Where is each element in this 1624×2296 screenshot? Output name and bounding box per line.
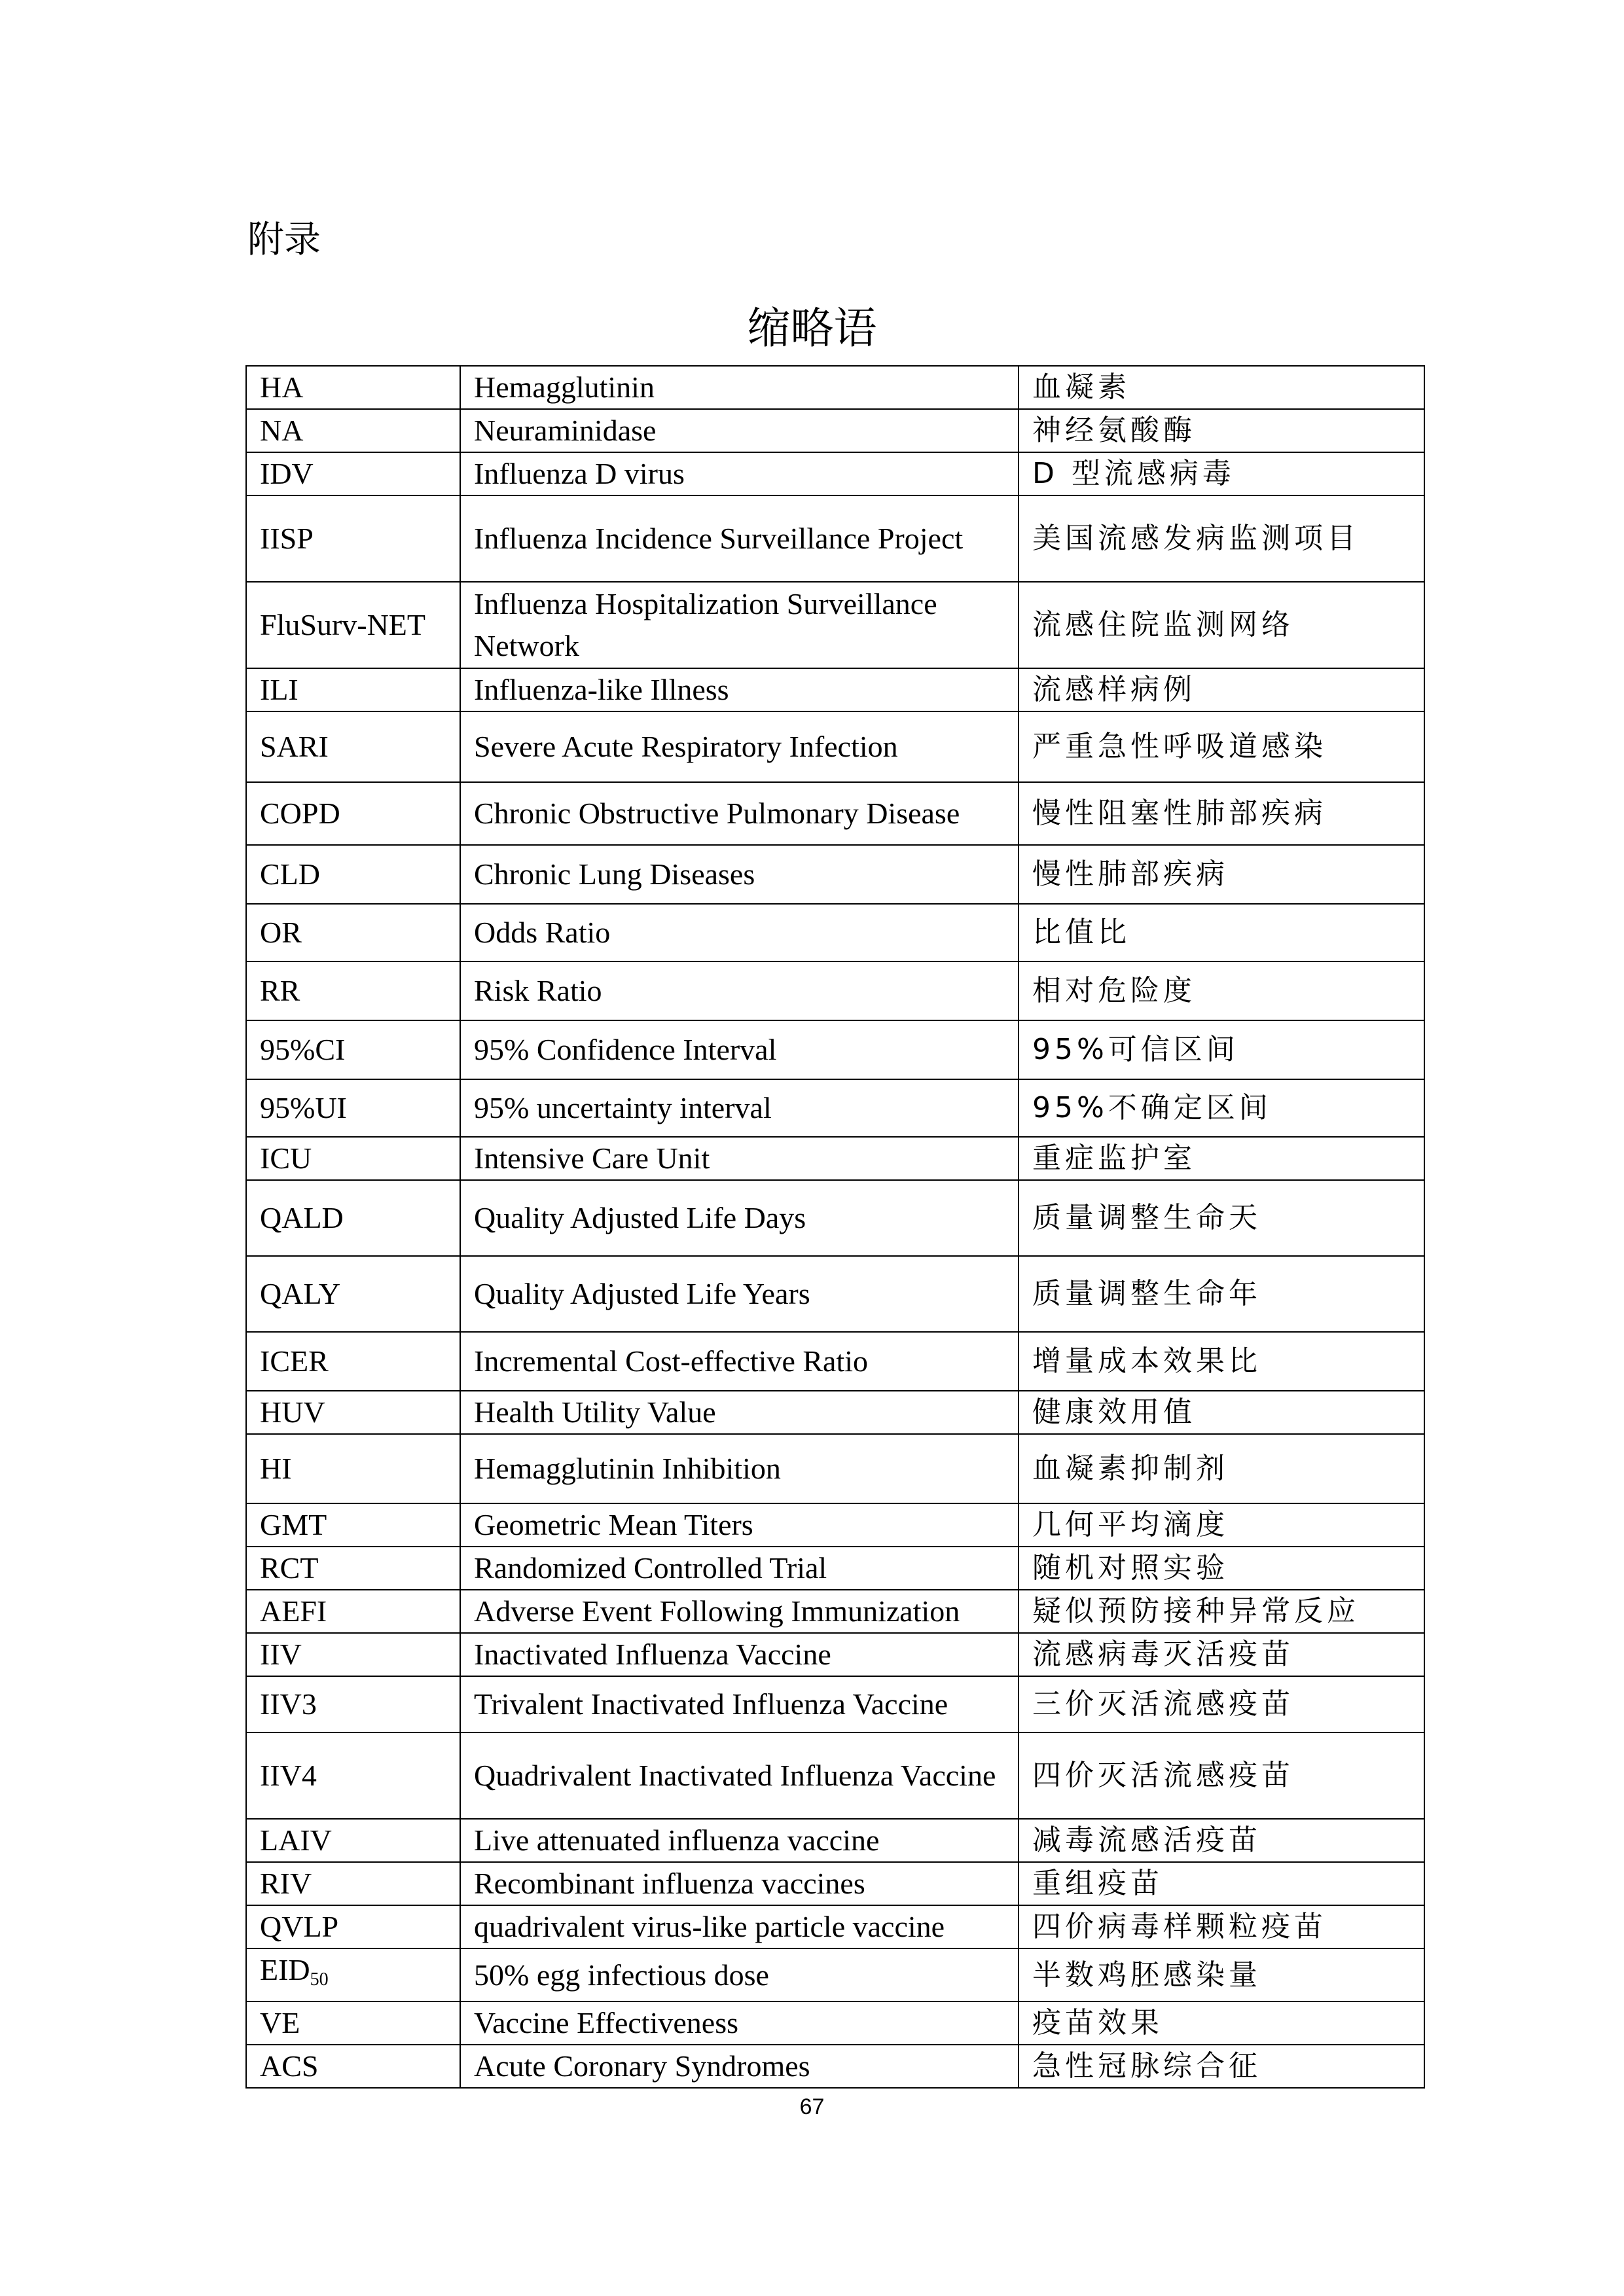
english-term-cell: Acute Coronary Syndromes bbox=[460, 2045, 1019, 2088]
abbreviation-text: OR bbox=[260, 916, 302, 949]
table-row bbox=[246, 1434, 1424, 1503]
abbreviation-text: VE bbox=[260, 2006, 300, 2039]
abbreviation-text: CLD bbox=[260, 857, 320, 891]
chinese-term-cell: 三价灭活流感疫苗 bbox=[1019, 1676, 1424, 1732]
table-row bbox=[246, 2045, 1424, 2088]
english-term-cell: 95% Confidence Interval bbox=[460, 1020, 1019, 1079]
abbreviation-text: ICER bbox=[260, 1344, 329, 1378]
chinese-term-cell: 增量成本效果比 bbox=[1019, 1332, 1424, 1391]
english-term-cell: Health Utility Value bbox=[460, 1391, 1019, 1434]
abbreviation-cell bbox=[246, 1819, 460, 1862]
abbreviation-cell bbox=[246, 1180, 460, 1256]
table-row bbox=[246, 1391, 1424, 1434]
chinese-term-cell: 几何平均滴度 bbox=[1019, 1503, 1424, 1547]
abbreviation-cell bbox=[246, 1732, 460, 1819]
table-row bbox=[246, 1676, 1424, 1732]
table-row bbox=[246, 1020, 1424, 1079]
abbreviation-text: 95%UI bbox=[260, 1091, 347, 1124]
chinese-term-cell: 随机对照实验 bbox=[1019, 1547, 1424, 1590]
table-row bbox=[246, 1332, 1424, 1391]
table-row bbox=[246, 711, 1424, 782]
abbreviation-cell bbox=[246, 668, 460, 711]
abbreviation-text: GMT bbox=[260, 1508, 327, 1541]
chinese-term-cell: 相对危险度 bbox=[1019, 961, 1424, 1020]
english-term-cell: Adverse Event Following Immunization bbox=[460, 1590, 1019, 1633]
chinese-term-cell: 质量调整生命天 bbox=[1019, 1180, 1424, 1256]
english-term-cell: 95% uncertainty interval bbox=[460, 1079, 1019, 1137]
table-row bbox=[246, 452, 1424, 495]
abbreviation-cell bbox=[246, 1676, 460, 1732]
abbreviation-cell bbox=[246, 495, 460, 582]
abbreviation-text: IDV bbox=[260, 457, 314, 490]
english-term-cell: 50% egg infectious dose bbox=[460, 1948, 1019, 2001]
english-term-cell: Risk Ratio bbox=[460, 961, 1019, 1020]
english-term-cell: Influenza D virus bbox=[460, 452, 1019, 495]
abbreviation-text: QALY bbox=[260, 1277, 341, 1310]
table-row bbox=[246, 1905, 1424, 1948]
english-term-cell: Inactivated Influenza Vaccine bbox=[460, 1633, 1019, 1676]
abbreviation-text: IISP bbox=[260, 522, 314, 555]
english-term-cell: Incremental Cost-effective Ratio bbox=[460, 1332, 1019, 1391]
english-term-cell: Influenza Hospitalization Surveillance Network bbox=[460, 582, 1019, 668]
table-row bbox=[246, 1180, 1424, 1256]
table-row bbox=[246, 1590, 1424, 1633]
table-row bbox=[246, 668, 1424, 711]
table-row bbox=[246, 1137, 1424, 1180]
chinese-term-cell: 95%不确定区间 bbox=[1019, 1079, 1424, 1137]
abbreviation-cell bbox=[246, 582, 460, 668]
abbreviation-text: SARI bbox=[260, 730, 329, 763]
abbreviation-cell bbox=[246, 1020, 460, 1079]
table-row bbox=[246, 1633, 1424, 1676]
abbreviation-cell bbox=[246, 409, 460, 452]
chinese-term-cell: 减毒流感活疫苗 bbox=[1019, 1819, 1424, 1862]
abbreviation-cell bbox=[246, 2001, 460, 2045]
abbreviation-text: ICU bbox=[260, 1141, 312, 1175]
abbreviation-cell bbox=[246, 366, 460, 409]
abbreviation-text: NA bbox=[260, 414, 304, 447]
abbreviation-cell bbox=[246, 452, 460, 495]
chinese-term-cell: 四价灭活流感疫苗 bbox=[1019, 1732, 1424, 1819]
chinese-term-cell: 四价病毒样颗粒疫苗 bbox=[1019, 1905, 1424, 1948]
chinese-term-cell: 神经氨酸酶 bbox=[1019, 409, 1424, 452]
abbreviation-text: IIV3 bbox=[260, 1687, 317, 1721]
abbreviation-table-body bbox=[246, 366, 1424, 2088]
abbreviation-cell bbox=[246, 1547, 460, 1590]
abbreviation-cell bbox=[246, 1256, 460, 1332]
chinese-term-cell: 血凝素 bbox=[1019, 366, 1424, 409]
table-row bbox=[246, 582, 1424, 668]
section-label: 附录 bbox=[247, 219, 321, 261]
abbreviation-cell bbox=[246, 1590, 460, 1633]
abbreviation-text: 95%CI bbox=[260, 1033, 346, 1066]
english-term-cell: Recombinant influenza vaccines bbox=[460, 1862, 1019, 1905]
abbreviation-cell bbox=[246, 961, 460, 1020]
english-term-cell: Quality Adjusted Life Years bbox=[460, 1256, 1019, 1332]
abbreviation-text: LAIV bbox=[260, 1823, 332, 1857]
chinese-term-cell: 健康效用值 bbox=[1019, 1391, 1424, 1434]
english-term-cell: Influenza Incidence Surveillance Project bbox=[460, 495, 1019, 582]
abbreviation-text: HUV bbox=[260, 1395, 325, 1429]
abbreviation-table bbox=[245, 365, 1425, 2089]
english-term-cell: Odds Ratio bbox=[460, 904, 1019, 961]
abbreviation-text: IIV bbox=[260, 1638, 302, 1671]
chinese-term-cell: D 型流感病毒 bbox=[1019, 452, 1424, 495]
english-term-cell: Geometric Mean Titers bbox=[460, 1503, 1019, 1547]
chinese-term-cell: 疫苗效果 bbox=[1019, 2001, 1424, 2045]
english-term-cell: Vaccine Effectiveness bbox=[460, 2001, 1019, 2045]
english-term-cell: Chronic Lung Diseases bbox=[460, 845, 1019, 904]
abbreviation-text: HI bbox=[260, 1452, 292, 1485]
chinese-term-cell: 严重急性呼吸道感染 bbox=[1019, 711, 1424, 782]
abbreviation-cell bbox=[246, 1905, 460, 1948]
table-row bbox=[246, 845, 1424, 904]
abbreviation-text: HA bbox=[260, 370, 304, 404]
table-row bbox=[246, 782, 1424, 845]
abbreviation-text: IIV4 bbox=[260, 1759, 317, 1792]
chinese-term-cell: 疑似预防接种异常反应 bbox=[1019, 1590, 1424, 1633]
english-term-cell: Live attenuated influenza vaccine bbox=[460, 1819, 1019, 1862]
abbreviation-cell bbox=[246, 1862, 460, 1905]
chinese-term-cell: 95%可信区间 bbox=[1019, 1020, 1424, 1079]
table-row bbox=[246, 1819, 1424, 1862]
chinese-term-cell: 美国流感发病监测项目 bbox=[1019, 495, 1424, 582]
table-row bbox=[246, 1079, 1424, 1137]
english-term-cell: Quadrivalent Inactivated Influenza Vaccine bbox=[460, 1732, 1019, 1819]
abbreviation-cell bbox=[246, 1391, 460, 1434]
table-row bbox=[246, 1948, 1424, 2001]
abbreviation-cell bbox=[246, 845, 460, 904]
abbreviation-text: COPD bbox=[260, 797, 340, 830]
abbreviation-text: FluSurv-NET bbox=[260, 608, 425, 641]
abbreviation-text: EID bbox=[260, 1953, 310, 1986]
english-term-cell: Severe Acute Respiratory Infection bbox=[460, 711, 1019, 782]
abbreviation-cell bbox=[246, 1079, 460, 1137]
table-row bbox=[246, 409, 1424, 452]
chinese-term-cell: 流感病毒灭活疫苗 bbox=[1019, 1633, 1424, 1676]
chinese-term-cell: 重组疫苗 bbox=[1019, 1862, 1424, 1905]
chinese-term-cell: 急性冠脉综合征 bbox=[1019, 2045, 1424, 2088]
abbreviation-text: QALD bbox=[260, 1201, 344, 1234]
abbreviation-text: QVLP bbox=[260, 1910, 339, 1943]
abbreviation-cell bbox=[246, 782, 460, 845]
english-term-cell: Chronic Obstructive Pulmonary Disease bbox=[460, 782, 1019, 845]
english-term-cell: Intensive Care Unit bbox=[460, 1137, 1019, 1180]
abbreviation-text: AEFI bbox=[260, 1594, 327, 1628]
table-row bbox=[246, 2001, 1424, 2045]
abbreviation-cell bbox=[246, 904, 460, 961]
english-term-cell: Influenza-like Illness bbox=[460, 668, 1019, 711]
abbreviation-cell bbox=[246, 711, 460, 782]
chinese-term-cell: 比值比 bbox=[1019, 904, 1424, 961]
table-row bbox=[246, 904, 1424, 961]
chinese-term-cell: 重症监护室 bbox=[1019, 1137, 1424, 1180]
abbreviation-text: ILI bbox=[260, 673, 298, 706]
english-term-cell: quadrivalent virus-like particle vaccine bbox=[460, 1905, 1019, 1948]
abbreviation-text: ACS bbox=[260, 2049, 319, 2083]
abbreviation-subscript: 50 bbox=[310, 1969, 329, 1990]
chinese-term-cell: 慢性阻塞性肺部疾病 bbox=[1019, 782, 1424, 845]
table-row bbox=[246, 1503, 1424, 1547]
english-term-cell: Neuraminidase bbox=[460, 409, 1019, 452]
chinese-term-cell: 血凝素抑制剂 bbox=[1019, 1434, 1424, 1503]
abbreviation-text: RCT bbox=[260, 1551, 319, 1585]
english-term-cell: Hemagglutinin bbox=[460, 366, 1019, 409]
abbreviation-cell bbox=[246, 1948, 460, 2001]
abbreviation-cell bbox=[246, 1503, 460, 1547]
chinese-term-cell: 质量调整生命年 bbox=[1019, 1256, 1424, 1332]
abbreviation-cell bbox=[246, 1434, 460, 1503]
page-title: 缩略语 bbox=[747, 303, 877, 353]
table-row bbox=[246, 1256, 1424, 1332]
table-row bbox=[246, 1862, 1424, 1905]
table-row bbox=[246, 1547, 1424, 1590]
abbreviation-cell bbox=[246, 1137, 460, 1180]
chinese-term-cell: 流感样病例 bbox=[1019, 668, 1424, 711]
chinese-term-cell: 慢性肺部疾病 bbox=[1019, 845, 1424, 904]
abbreviation-text: RIV bbox=[260, 1867, 312, 1900]
english-term-cell: Randomized Controlled Trial bbox=[460, 1547, 1019, 1590]
english-term-cell: Trivalent Inactivated Influenza Vaccine bbox=[460, 1676, 1019, 1732]
abbreviation-text: RR bbox=[260, 974, 300, 1007]
english-term-cell: Quality Adjusted Life Days bbox=[460, 1180, 1019, 1256]
table-row bbox=[246, 1732, 1424, 1819]
english-term-cell: Hemagglutinin Inhibition bbox=[460, 1434, 1019, 1503]
page-number: 67 bbox=[799, 2094, 825, 2119]
abbreviation-cell bbox=[246, 1332, 460, 1391]
abbreviation-cell bbox=[246, 2045, 460, 2088]
table-row bbox=[246, 366, 1424, 409]
table-row bbox=[246, 961, 1424, 1020]
chinese-term-cell: 半数鸡胚感染量 bbox=[1019, 1948, 1424, 2001]
abbreviation-cell bbox=[246, 1633, 460, 1676]
table-row bbox=[246, 495, 1424, 582]
chinese-term-cell: 流感住院监测网络 bbox=[1019, 582, 1424, 668]
